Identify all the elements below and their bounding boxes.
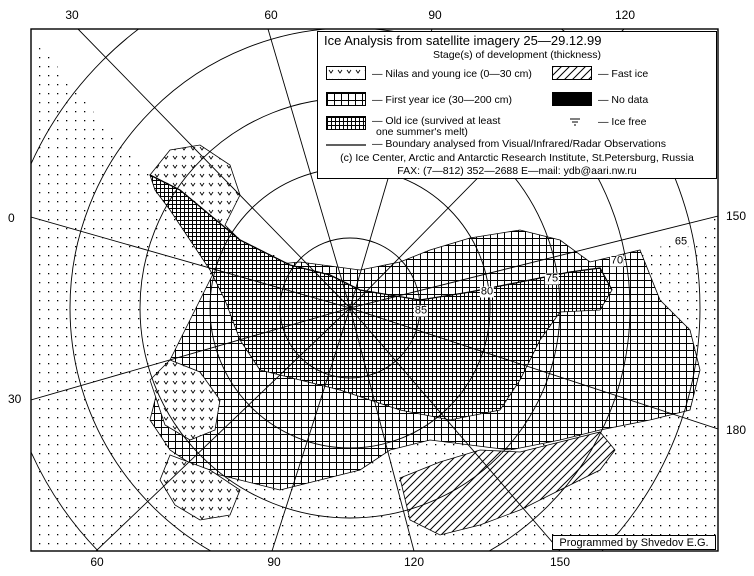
first-year-swatch: [326, 92, 366, 106]
no-data-label: — No data: [598, 94, 649, 106]
contact-text: FAX: (7—812) 352—2688 E—mail: ydb@aari.nw.ru: [397, 165, 637, 177]
copyright-text: (c) Ice Center, Arctic and Antarctic Research Institute, St.Petersburg, Russia: [340, 152, 694, 164]
right-tick-label: 180: [726, 423, 747, 437]
ice-free-label: — Ice free: [598, 116, 647, 128]
top-tick-label: 30: [65, 8, 79, 22]
legend-title: Ice Analysis from satellite imagery 25—29.12.99: [324, 33, 602, 48]
legend-box: [317, 31, 717, 179]
bottom-tick-label: 150: [549, 555, 571, 569]
no-data-swatch: [552, 92, 592, 106]
first-year-label: — First year ice (30—200 cm): [372, 94, 513, 106]
latitude-label: 65: [674, 235, 688, 248]
old-ice-label: — Old ice (survived at least: [372, 115, 501, 127]
right-tick-label: 150: [726, 209, 747, 223]
ice-free-symbol: [568, 116, 582, 128]
boundary-swatch: [326, 143, 366, 147]
latitude-label: 85: [414, 304, 428, 317]
top-tick-label: 60: [264, 8, 278, 22]
fast-ice-label: — Fast ice: [598, 68, 649, 80]
legend-subtitle: Stage(s) of development (thickness): [432, 49, 602, 61]
bottom-tick-label: 120: [403, 555, 425, 569]
latitude-label: 75: [545, 272, 559, 285]
fast-ice-swatch: [552, 66, 592, 80]
left-tick-label: 30: [8, 392, 22, 406]
old-ice-label-cont: one summer's melt): [376, 126, 468, 138]
top-tick-label: 120: [614, 8, 636, 22]
bottom-tick-label: 90: [267, 555, 281, 569]
old-ice-swatch: [326, 116, 366, 130]
credit-box: Programmed by Shvedov E.G.: [552, 535, 716, 550]
nilas-swatch: [326, 66, 366, 80]
boundary-label: — Boundary analysed from Visual/Infrared/Radar Observations: [372, 138, 666, 150]
top-tick-label: 90: [428, 8, 442, 22]
latitude-label: 70: [610, 254, 624, 267]
left-tick-label: 0: [8, 211, 15, 225]
nilas-label: — Nilas and young ice (0—30 cm): [372, 68, 532, 80]
bottom-tick-label: 60: [90, 555, 104, 569]
latitude-label: 80: [480, 285, 494, 298]
